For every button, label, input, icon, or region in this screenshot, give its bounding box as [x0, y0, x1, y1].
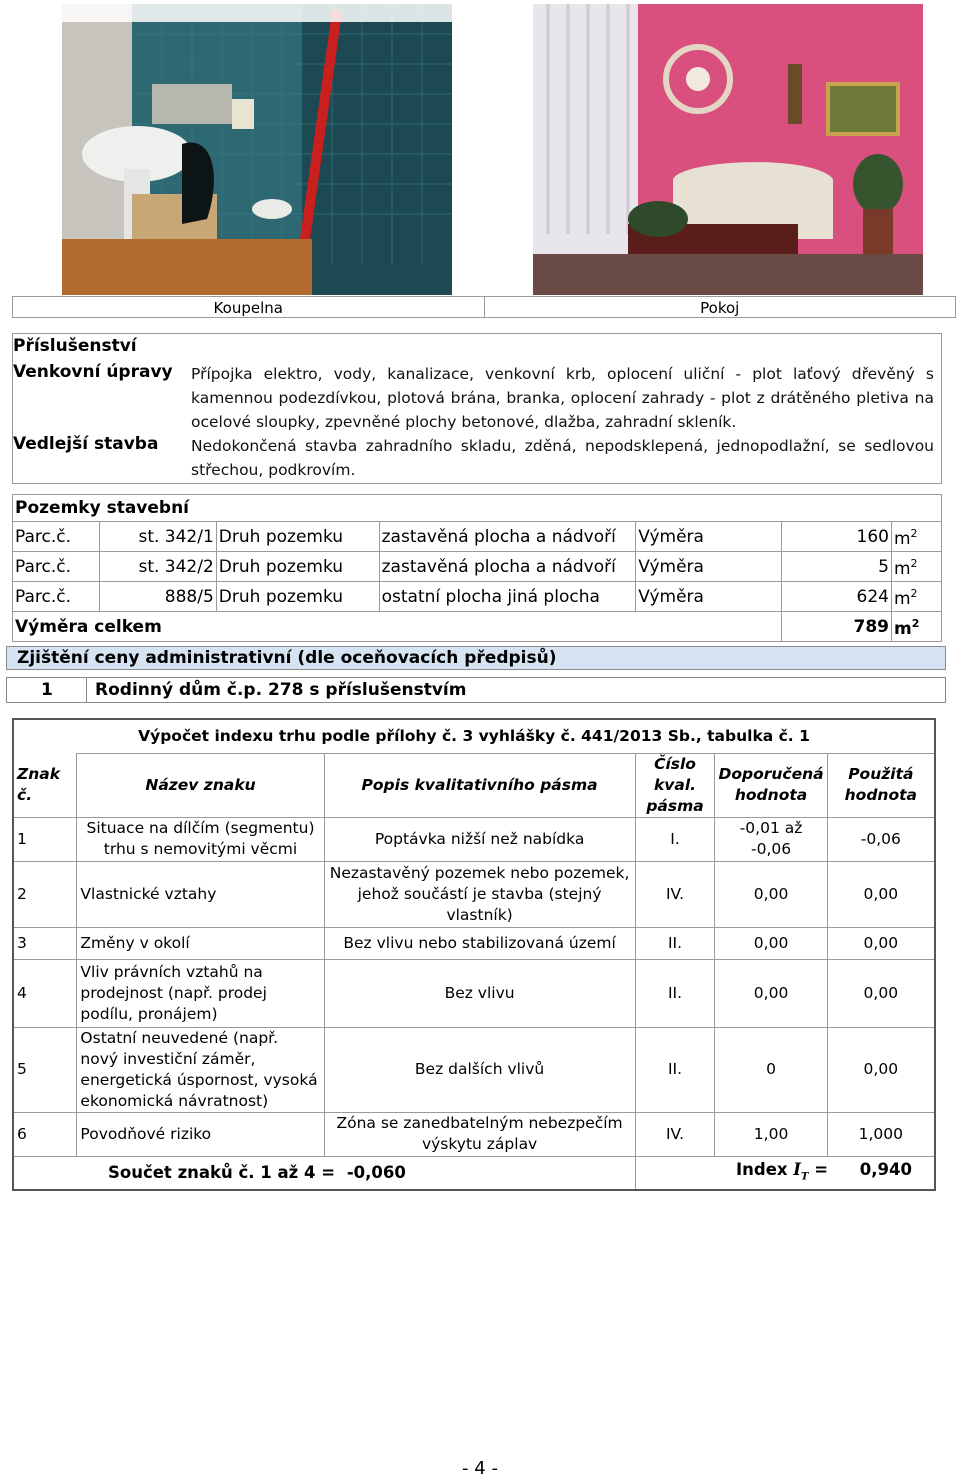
sum-cell: [13, 1156, 635, 1190]
row-band: II.: [635, 927, 715, 959]
area-value: 160: [782, 522, 892, 552]
exterior-works-text: Přípojka elektro, vody, kanalizace, venkovní krb, oplocení uliční - plot laťový dřevěný s kamennou podezdívkou, plotová brána, branka, oplocení zahrady - plot z drátěného pletiva na ocelové sloupky, zpevněné plochy betonové, dlažba, zahradní skleník.: [191, 365, 934, 431]
area-value: 5: [782, 552, 892, 582]
sum-label: Součet znaků č. 1 až 4 =: [108, 1163, 336, 1183]
row-recommended: 0,00: [715, 927, 827, 959]
index-label: Index: [736, 1159, 788, 1179]
row-used: 1,000: [827, 1112, 935, 1156]
row-used: 0,00: [827, 927, 935, 959]
sum-value: -0,060: [346, 1163, 406, 1183]
land-type: zastavěná plocha a nádvoří: [379, 522, 636, 552]
table-row: [13, 1027, 935, 1112]
index-equals: =: [814, 1159, 829, 1179]
index-table-caption: Výpočet indexu trhu podle přílohy č. 3 vyhlášky č. 441/2013 Sb., tabulka č. 1: [13, 719, 935, 753]
land-type: zastavěná plocha a nádvoří: [379, 552, 636, 582]
parcels-table: [12, 494, 942, 642]
land-type-label: Druh pozemku: [216, 552, 379, 582]
parcels-title: Pozemky stavební: [13, 495, 942, 522]
header-nazev: Název znaku: [77, 753, 324, 817]
index-subscript: T: [801, 1170, 809, 1182]
row-number: 5: [13, 1027, 77, 1112]
row-name: Změny v okolí: [77, 927, 324, 959]
row-band: I.: [635, 817, 715, 861]
total-row: [13, 612, 942, 642]
photo-caption-bathroom: Koupelna: [213, 299, 283, 317]
row-recommended: 0,00: [715, 861, 827, 927]
table-row: [13, 861, 935, 927]
total-area-unit: $m^2$: [891, 612, 941, 642]
row-number: 1: [13, 817, 77, 861]
photo-room: [533, 4, 923, 295]
page-number: - 4 -: [462, 1458, 498, 1479]
row-used: 0,00: [827, 959, 935, 1027]
admin-item-title: Rodinný dům č.p. 278 s příslušenstvím: [95, 680, 467, 700]
total-area-label: Výměra celkem: [13, 612, 782, 642]
row-description: Nezastavěný pozemek nebo pozemek, jehož součástí je stavba (stejný vlastník): [324, 861, 635, 927]
parcel-label: Parc.č.: [13, 522, 100, 552]
row-recommended: 0: [715, 1027, 827, 1112]
admin-item-number: 1: [7, 678, 87, 702]
header-cislo: Číslo kval. pásma: [635, 753, 715, 817]
land-type-label: Druh pozemku: [216, 522, 379, 552]
area-label: Výměra: [636, 552, 782, 582]
header-popis: Popis kvalitativního pásma: [324, 753, 635, 817]
row-name: Ostatní neuvedené (např. nový investiční záměr, energetická úspornost, vysoká ekonomická návratnost): [77, 1027, 324, 1112]
photo-caption-room: Pokoj: [484, 297, 956, 317]
secondary-building-text: Nedokončená stavba zahradního skladu, zděná, nepodsklepená, jednopodlažní, se sedlovou střechou, podkrovím.: [191, 437, 934, 479]
exterior-works-label: Venkovní úpravy: [13, 362, 173, 382]
row-description: Poptávka nižší než nabídka: [324, 817, 635, 861]
row-name: Situace na dílčím (segmentu) trhu s nemovitými věcmi: [77, 817, 324, 861]
table-row: [13, 817, 935, 861]
summary-row: [13, 1156, 935, 1190]
row-band: IV.: [635, 1112, 715, 1156]
row-description: Bez vlivu: [324, 959, 635, 1027]
area-label: Výměra: [636, 582, 782, 612]
total-area-value: 789: [782, 612, 892, 642]
area-label: Výměra: [636, 522, 782, 552]
row-description: Zóna se zanedbatelným nebezpečím výskytu záplav: [324, 1112, 635, 1156]
area-unit: $m^2$: [891, 522, 941, 552]
row-number: 6: [13, 1112, 77, 1156]
row-description: Bez vlivu nebo stabilizovaná území: [324, 927, 635, 959]
index-symbol: I: [793, 1159, 802, 1179]
parcel-label: Parc.č.: [13, 552, 100, 582]
header-pouzita: Použitá hodnota: [827, 753, 935, 817]
table-row: [13, 959, 935, 1027]
row-description: Bez dalších vlivů: [324, 1027, 635, 1112]
admin-price-heading: Zjištění ceny administrativní (dle oceňovacích předpisů): [6, 646, 946, 670]
row-used: 0,00: [827, 861, 935, 927]
row-name: Povodňové riziko: [77, 1112, 324, 1156]
parcel-label: Parc.č.: [13, 582, 100, 612]
area-value: 624: [782, 582, 892, 612]
table-row: [13, 552, 942, 582]
table-row: [13, 927, 935, 959]
row-number: 3: [13, 927, 77, 959]
index-cell: [635, 1156, 935, 1190]
area-unit: $m^2$: [891, 582, 941, 612]
photo-bathroom: [62, 4, 452, 295]
row-recommended: 0,00: [715, 959, 827, 1027]
index-value: 0,940: [859, 1159, 912, 1179]
accessories-title: Příslušenství: [13, 336, 137, 356]
row-number: 4: [13, 959, 77, 1027]
row-recommended: -0,01 až -0,06: [715, 817, 827, 861]
table-row: [13, 522, 942, 552]
photo-captions: [12, 296, 956, 318]
secondary-building-label: Vedlejší stavba: [13, 434, 159, 454]
parcel-number: st. 342/1: [99, 522, 216, 552]
land-type: ostatní plocha jiná plocha: [379, 582, 636, 612]
table-row: [13, 582, 942, 612]
row-band: IV.: [635, 861, 715, 927]
row-number: 2: [13, 861, 77, 927]
land-type-label: Druh pozemku: [216, 582, 379, 612]
header-znak: Znak č.: [13, 753, 77, 817]
row-band: II.: [635, 959, 715, 1027]
row-used: -0,06: [827, 817, 935, 861]
area-unit: $m^2$: [891, 552, 941, 582]
row-recommended: 1,00: [715, 1112, 827, 1156]
row-name: Vlastnické vztahy: [77, 861, 324, 927]
row-name: Vliv právních vztahů na prodejnost (např. prodej podílu, pronájem): [77, 959, 324, 1027]
parcel-number: st. 342/2: [99, 552, 216, 582]
table-row: [13, 1112, 935, 1156]
header-doporucena: Doporučená hodnota: [715, 753, 827, 817]
parcel-number: 888/5: [99, 582, 216, 612]
row-used: 0,00: [827, 1027, 935, 1112]
row-band: II.: [635, 1027, 715, 1112]
market-index-table: [12, 718, 936, 1191]
admin-item-row: [6, 677, 946, 703]
